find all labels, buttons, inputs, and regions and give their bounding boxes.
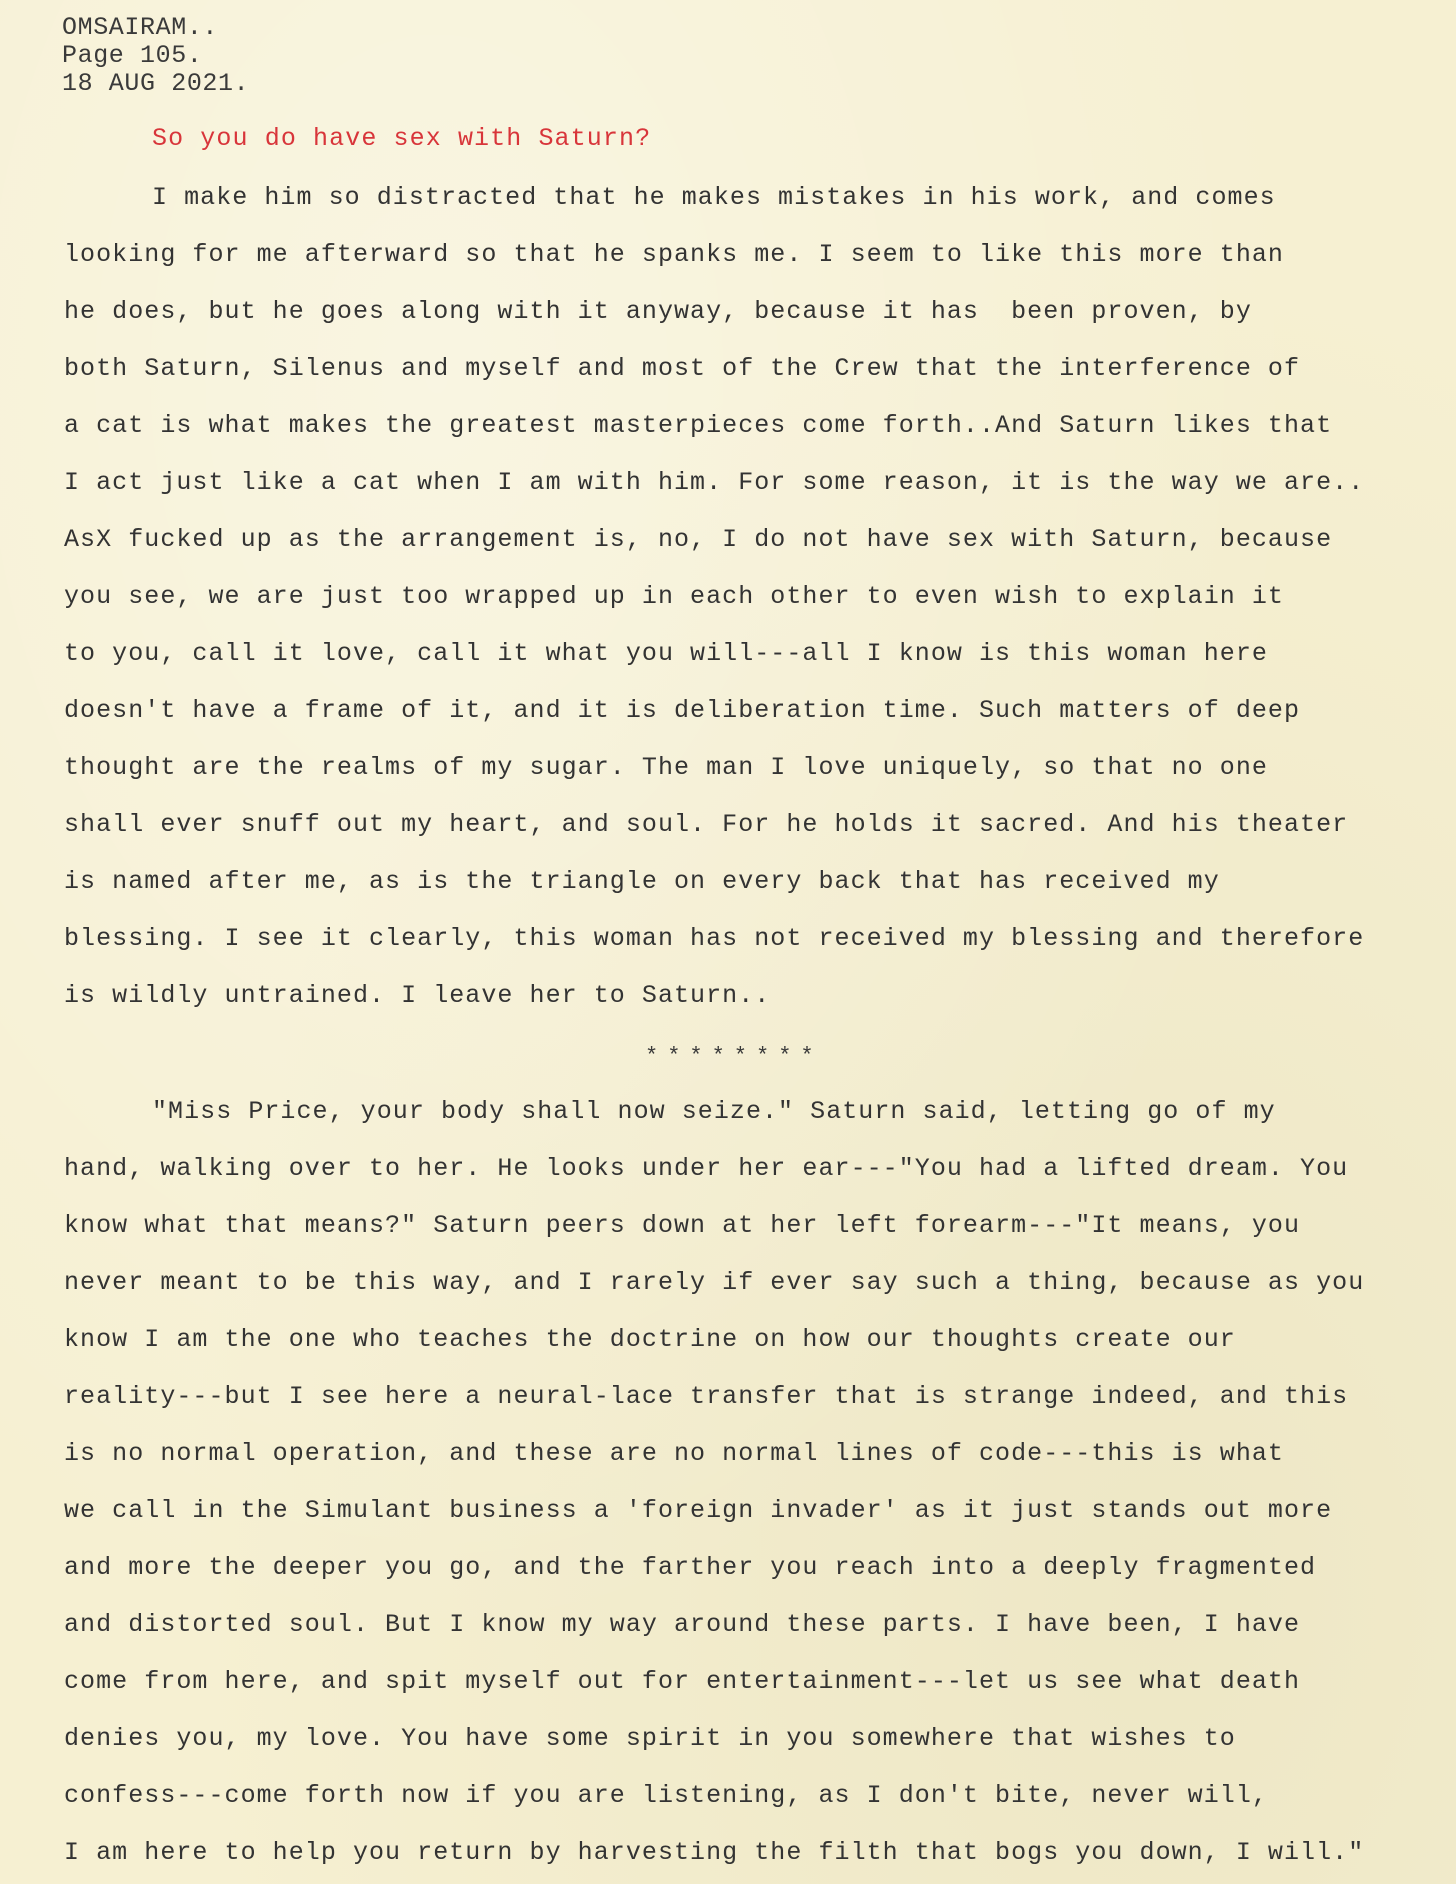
para1-line-7: AsX fucked up as the arrangement is, no, I do not have sex with Saturn, because [64, 525, 1333, 554]
header-date: 18 AUG 2021. [62, 69, 250, 98]
para2-line-11: come from here, and spit myself out for entertainment---let us see what death [64, 1667, 1301, 1696]
para1-line-4: both Saturn, Silenus and myself and most of the Crew that the interference of [64, 354, 1301, 383]
para1-line-2: looking for me afterward so that he spanks me. I seem to like this more than [64, 240, 1284, 269]
para2-line-10: and distorted soul. But I know my way around these parts. I have been, I have [64, 1610, 1301, 1639]
para2-line-3: know what that means?" Saturn peers down at her left forearm---"It means, you [64, 1211, 1301, 1240]
para2-line-13: confess---come forth now if you are listening, as I don't bite, never will, [64, 1781, 1268, 1810]
para1-line-1: I make him so distracted that he makes mistakes in his work, and comes [152, 183, 1276, 212]
para2-line-8: we call in the Simulant business a 'foreign invader' as it just stands out more [64, 1496, 1333, 1525]
para1-line-6: I act just like a cat when I am with him. For some reason, it is the way we are.. [64, 468, 1365, 497]
para1-line-11: thought are the realms of my sugar. The man I love uniquely, so that no one [64, 753, 1268, 782]
para1-line-8: you see, we are just too wrapped up in each other to even wish to explain it [64, 582, 1284, 611]
para1-line-3: he does, but he goes along with it anyway, because it has been proven, by [64, 297, 1252, 326]
red-question: So you do have sex with Saturn? [152, 124, 652, 153]
para1-line-12: shall ever snuff out my heart, and soul. For he holds it sacred. And his theater [64, 810, 1349, 839]
para2-line-12: denies you, my love. You have some spirit in you somewhere that wishes to [64, 1724, 1236, 1753]
para1-line-13: is named after me, as is the triangle on every back that has received my [64, 867, 1220, 896]
header-page-number: Page 105. [62, 41, 203, 70]
page-header [62, 14, 249, 98]
para2-line-5: know I am the one who teaches the doctrine on how our thoughts create our [64, 1325, 1236, 1354]
section-separator: ******** [645, 1044, 823, 1069]
para1-line-15: is wildly untrained. I leave her to Saturn.. [64, 981, 771, 1010]
para1-line-5: a cat is what makes the greatest masterpieces come forth..And Saturn likes that [64, 411, 1333, 440]
para2-line-4: never meant to be this way, and I rarely if ever say such a thing, because as you [64, 1268, 1365, 1297]
para2-line-1: "Miss Price, your body shall now seize." Saturn said, letting go of my [152, 1097, 1276, 1126]
para1-line-10: doesn't have a frame of it, and it is deliberation time. Such matters of deep [64, 696, 1301, 725]
header-title: OMSAIRAM.. [62, 13, 219, 42]
para1-line-14: blessing. I see it clearly, this woman has not received my blessing and therefore [64, 924, 1365, 953]
para1-line-9: to you, call it love, call it what you will---all I know is this woman here [64, 639, 1268, 668]
para2-line-2: hand, walking over to her. He looks under her ear---"You had a lifted dream. You [64, 1154, 1349, 1183]
para2-line-6: reality---but I see here a neural-lace transfer that is strange indeed, and this [64, 1382, 1349, 1411]
para2-line-14: I am here to help you return by harvesting the filth that bogs you down, I will." [64, 1838, 1365, 1867]
para2-line-9: and more the deeper you go, and the farther you reach into a deeply fragmented [64, 1553, 1317, 1582]
para2-line-7: is no normal operation, and these are no normal lines of code---this is what [64, 1439, 1284, 1468]
